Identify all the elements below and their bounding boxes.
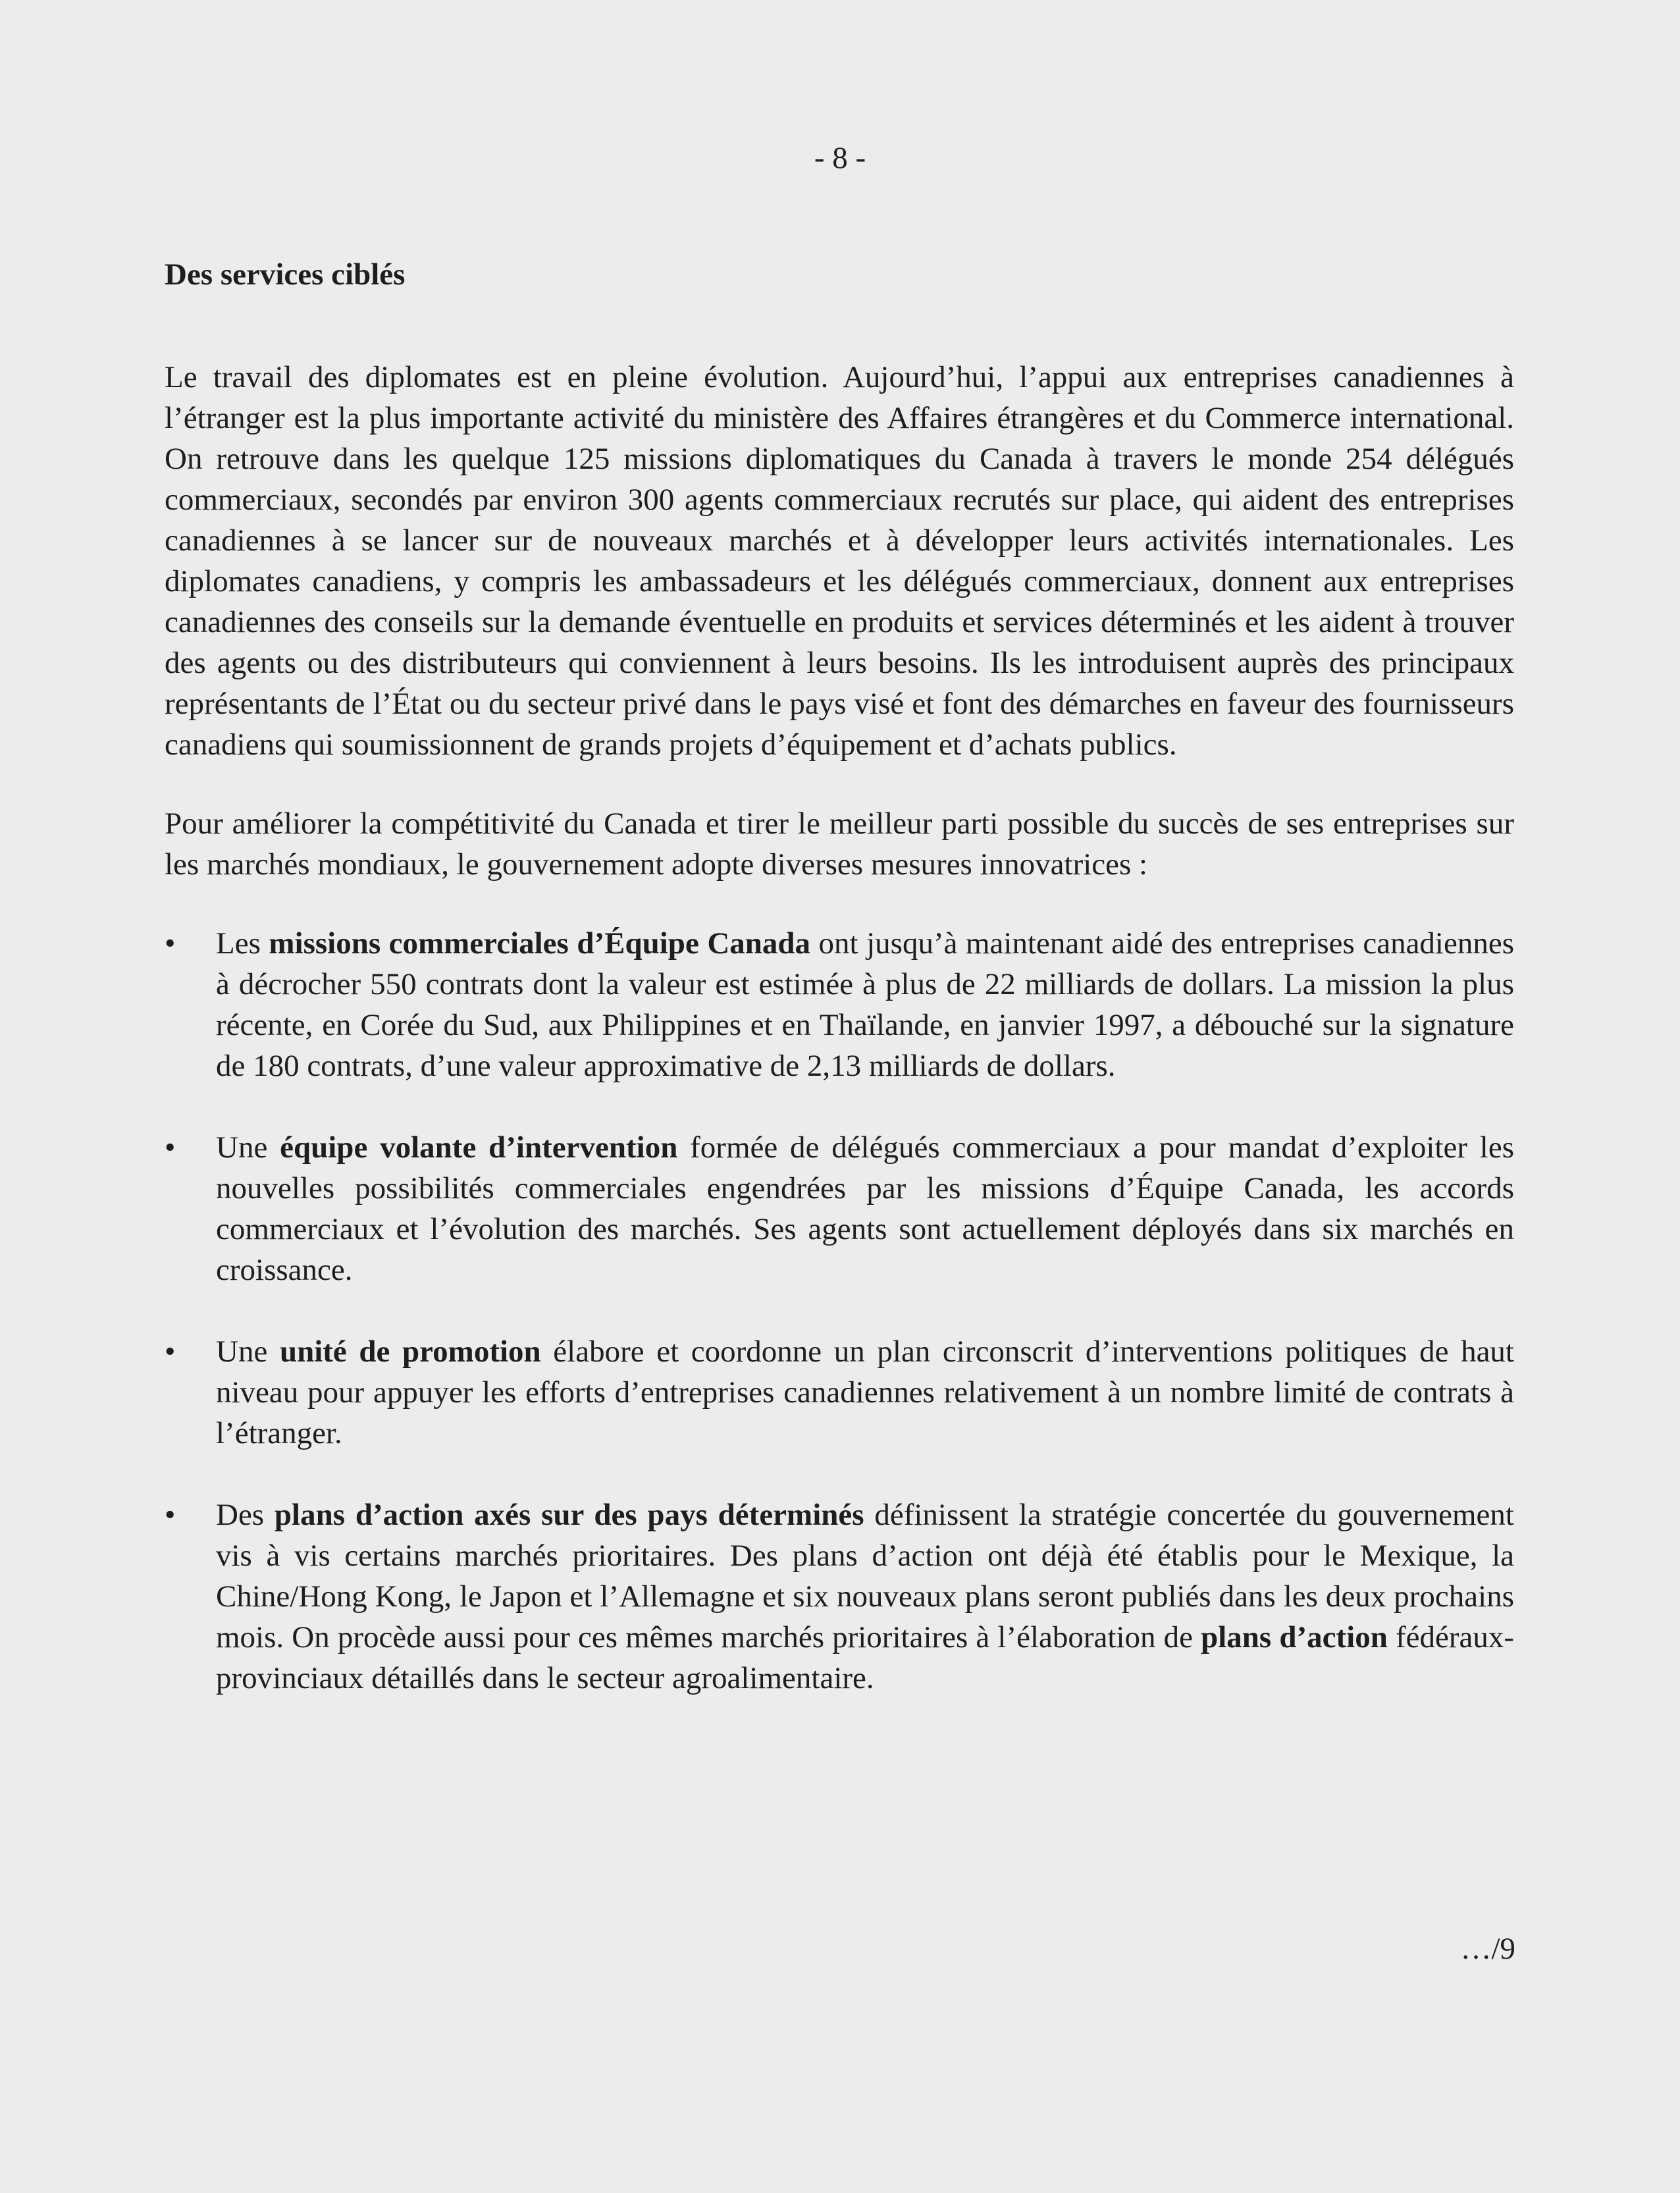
bullet-icon: • <box>165 926 176 961</box>
list-item-bold-term-2: plans d’action <box>1201 1620 1388 1654</box>
list-item-bold-term: équipe volante d’intervention <box>280 1130 678 1165</box>
list-item-promotion-unit <box>165 1331 1514 1454</box>
list-item-team-canada <box>165 923 1514 1086</box>
list-item-text-after: définissent la stratégie concertée du gouvernement vis à vis certains marchés prioritaires. Des plans d’action ont déjà été établis pour le Mexique, la Chine/Hong Kong, le Japon et l’Allemagne et six nouveaux plans seront publiés dans les deux prochains mois. On procède aussi pour ces mêmes marchés prioritaires à l’élaboration de <box>216 1498 1514 1654</box>
list-item-text-before: Des <box>216 1498 275 1532</box>
paragraph-competitiveness: Pour améliorer la compétitivité du Canada et tirer le meilleur parti possible du succès de ses entreprises sur les marchés mondiaux, le gouvernement adopte diverses mesures innovatrices : <box>165 806 1514 882</box>
section-heading: Des services ciblés <box>165 257 406 292</box>
measures-list <box>165 923 1514 1699</box>
list-item-text-after-2: fédéraux-provinciaux détaillés dans le secteur agroalimentaire. <box>216 1620 1514 1695</box>
bullet-icon: • <box>165 1498 176 1532</box>
bullet-icon: • <box>165 1334 176 1369</box>
list-item-text-after: ont jusqu’à maintenant aidé des entreprises canadiennes à décrocher 550 contrats dont la valeur est estimée à plus de 22 milliards de dollars. La mission la plus récente, en Corée du Sud, aux Philippines et en Thaïlande, en janvier 1997, a débouché sur la signature de 180 contrats, d’une valeur approximative de 2,13 milliards de dollars. <box>216 926 1514 1083</box>
list-item-bold-term: unité de promotion <box>279 1334 541 1369</box>
list-item-text-before: Une <box>216 1334 280 1369</box>
page-content <box>165 251 1514 1739</box>
list-item-text-after: formée de délégués commerciaux a pour mandat d’exploiter les nouvelles possibilités commerciales engendrées par les missions d’Équipe Canada, les accords commerciaux et l’évolution des marchés. Ses agents sont actuellement déployés dans six marchés en croissance. <box>216 1130 1514 1287</box>
list-item-bold-term: plans d’action axés sur des pays déterminés <box>274 1498 864 1532</box>
list-item-text-after: élabore et coordonne un plan circonscrit d’interventions politiques de haut niveau pour appuyer les efforts d’entreprises canadiennes relativement à un nombre limité de contrats à l’étranger. <box>216 1334 1514 1450</box>
paragraph-diplomats: Le travail des diplomates est en pleine évolution. Aujourd’hui, l’appui aux entreprises canadiennes à l’étranger est la plus importante activité du ministère des Affaires étrangères et du Commerce international. On retrouve dans les quelque 125 missions diplomatiques du Canada à travers le monde 254 délégués commerciaux, secondés par environ 300 agents commerciaux recrutés sur place, qui aident des entreprises canadiennes à se lancer sur de nouveaux marchés et à développer leurs activités internationales. Les diplomates canadiens, y compris les ambassadeurs et les délégués commerciaux, donnent aux entreprises canadiennes des conseils sur la demande éventuelle en produits et services déterminés et les aident à trouver des agents ou des distributeurs qui conviennent à leurs besoins. Ils les introduisent auprès des principaux représentants de l’État ou du secteur privé dans le pays visé et font des démarches en faveur des fournisseurs canadiens qui soumissionnent de grands projets d’équipement et d’achats publics. <box>165 360 1514 762</box>
list-item-text-before: Les <box>216 926 269 961</box>
list-item-action-plans <box>165 1494 1514 1699</box>
continuation-marker: …/9 <box>1460 1932 1515 1966</box>
bullet-icon: • <box>165 1130 176 1165</box>
list-item-text-before: Une <box>216 1130 280 1165</box>
list-item-flying-team <box>165 1127 1514 1290</box>
list-item-bold-term: missions commerciales d’Équipe Canada <box>269 926 811 961</box>
page-number: - 8 - <box>814 141 866 175</box>
